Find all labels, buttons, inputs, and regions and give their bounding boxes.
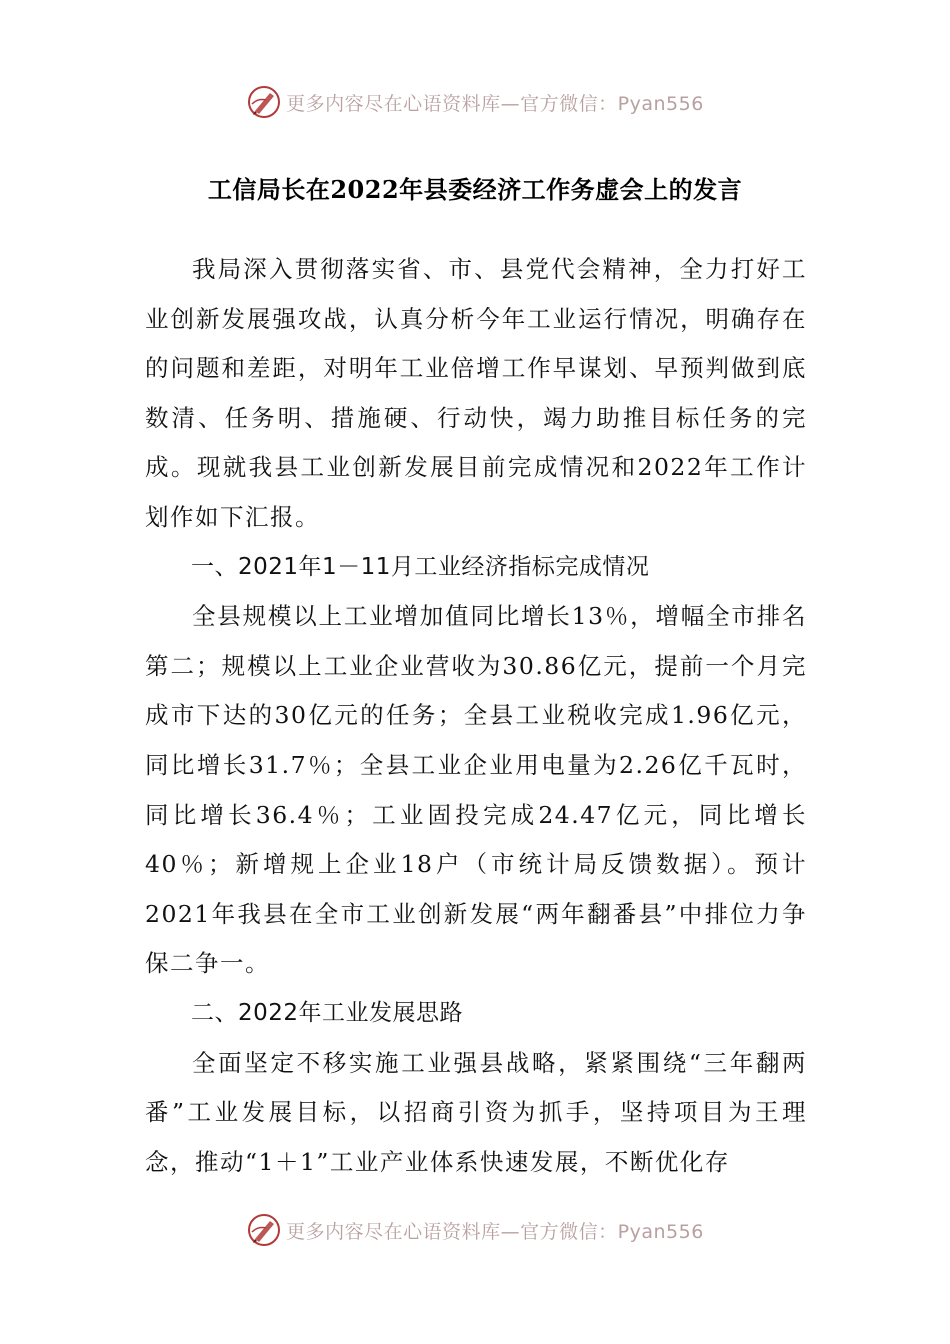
watermark-text: 更多内容尽在心语资料库—官方微信：Pyan556 [286, 92, 704, 115]
section-1-heading: 一、2021年1－11月工业经济指标完成情况 [191, 553, 650, 580]
watermark-text: 更多内容尽在心语资料库—官方微信：Pyan556 [286, 1220, 704, 1243]
intro-paragraph: 我局深入贯彻落实省、市、县党代会精神，全力打好工业创新发展强攻战，认真分析今年工业运行情况，明确存在的问题和差距，对明年工业倍增工作早谋划、早预判做到底数清、任务明、措施硬、行动快，竭力助推目标任务的完成。现就我县工业创新发展目前完成情况和2022年工作计划作如下汇报。 [145, 255, 807, 531]
document-title: 工信局长在2022年县委经济工作务虚会上的发言 [207, 175, 743, 204]
watermark-footer [0, 1208, 950, 1252]
watermark-header [0, 80, 950, 124]
pen-logo-icon [246, 1212, 282, 1248]
document-body [145, 245, 807, 1187]
section-2-heading: 二、2022年工业发展思路 [191, 999, 464, 1026]
pen-logo-icon [246, 84, 282, 120]
section-2-paragraph: 全面坚定不移实施工业强县战略，紧紧围绕“三年翻两番”工业发展目标，以招商引资为抓手，坚持项目为王理念，推动“1＋1”工业产业体系快速发展，不断优化存 [145, 1048, 807, 1176]
section-1-paragraph: 全县规模以上工业增加值同比增长13％，增幅全市排名第二；规模以上工业企业营收为30.86亿元，提前一个月完成市下达的30亿元的任务；全县工业税收完成1.96亿元，同比增长31.7％；全县工业企业用电量为2.26亿千瓦时，同比增长36.4％；工业固投完成24.47亿元，同比增长40％；新增规上企业18户（市统计局反馈数据）。预计2021年我县在全市工业创新发展“两年翻番县”中排位力争保二争一。 [145, 602, 807, 978]
